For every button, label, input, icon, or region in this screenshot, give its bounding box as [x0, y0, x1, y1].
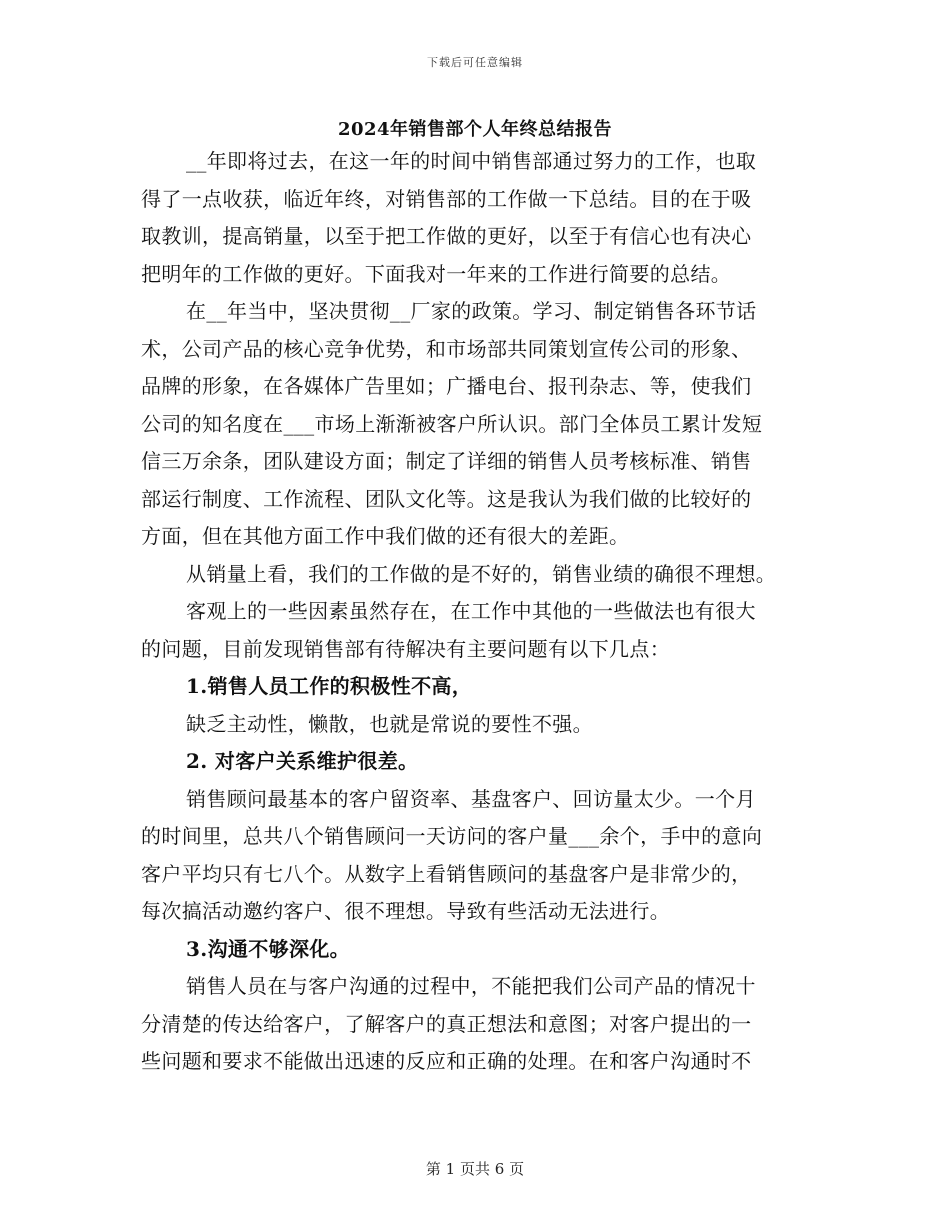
paragraph-line: 的问题，目前发现销售部有待解决有主要问题有以下几点： — [141, 636, 671, 661]
paragraph-line: 在__年当中，坚决贯彻__厂家的政策。学习、制定销售各环节话 — [186, 299, 757, 323]
page-number-footer: 第 1 页共 6 页 — [425, 1160, 525, 1178]
paragraph-line: 品牌的形象，在各媒体广告里如；广播电台、报刊杂志、等，使我们 — [141, 374, 752, 398]
section-heading: 1.销售人员工作的积极性不高， — [186, 674, 473, 698]
paragraph-line: 公司的知名度在___市场上渐渐被客户所认识。部门全体员工累计发短 — [141, 411, 763, 436]
paragraph-line: 部运行制度、工作流程、团队文化等。这是我认为我们做的比较好的 — [141, 486, 752, 511]
paragraph-line: 客观上的一些因素虽然存在，在工作中其他的一些做法也有很大 — [186, 599, 756, 623]
header-note: 下载后可任意编辑 — [427, 56, 523, 69]
paragraph-line: 销售人员在与客户沟通的过程中，不能把我们公司产品的情况十 — [186, 974, 756, 998]
document-title: 2024年销售部个人年终总结报告 — [337, 119, 613, 140]
paragraph-line: 销售顾问最基本的客户留资率、基盘客户、回访量太少。一个月 — [186, 786, 756, 811]
paragraph-line: 取教训，提高销量，以至于把工作做的更好，以至于有信心也有决心 — [141, 224, 752, 248]
paragraph-line: 术，公司产品的核心竞争优势，和市场部共同策划宣传公司的形象、 — [141, 336, 752, 361]
paragraph-line: 缺乏主动性，懒散，也就是常说的要性不强。 — [186, 711, 593, 736]
paragraph-line: 得了一点收获，临近年终，对销售部的工作做一下总结。目的在于吸 — [141, 186, 752, 211]
document-body — [141, 143, 811, 1081]
paragraph-line: 些问题和要求不能做出迅速的反应和正确的处理。在和客户沟通时不 — [141, 1049, 752, 1073]
paragraph-line: __年即将过去，在这一年的时间中销售部通过努力的工作，也取 — [186, 149, 757, 173]
paragraph-line: 分清楚的传达给客户，了解客户的真正想法和意图；对客户提出的一 — [141, 1011, 752, 1036]
section-heading: 2. 对客户关系维护很差。 — [186, 749, 419, 773]
paragraph-line: 方面，但在其他方面工作中我们做的还有很大的差距。 — [141, 524, 630, 548]
paragraph-line: 每次搞活动邀约客户、很不理想。导致有些活动无法进行。 — [141, 899, 671, 923]
paragraph-line: 客户平均只有七八个。从数字上看销售顾问的基盘客户是非常少的， — [141, 861, 752, 886]
paragraph-line: 的时间里，总共八个销售顾问一天访问的客户量___余个，手中的意向 — [141, 824, 763, 848]
paragraph-line: 把明年的工作做的更好。下面我对一年来的工作进行简要的总结。 — [141, 261, 732, 286]
paragraph-line: 从销量上看，我们的工作做的是不好的，销售业绩的确很不理想。 — [186, 561, 777, 586]
paragraph-line: 信三万余条，团队建设方面；制定了详细的销售人员考核标准、销售 — [141, 449, 752, 473]
section-heading: 3.沟通不够深化。 — [186, 936, 351, 961]
